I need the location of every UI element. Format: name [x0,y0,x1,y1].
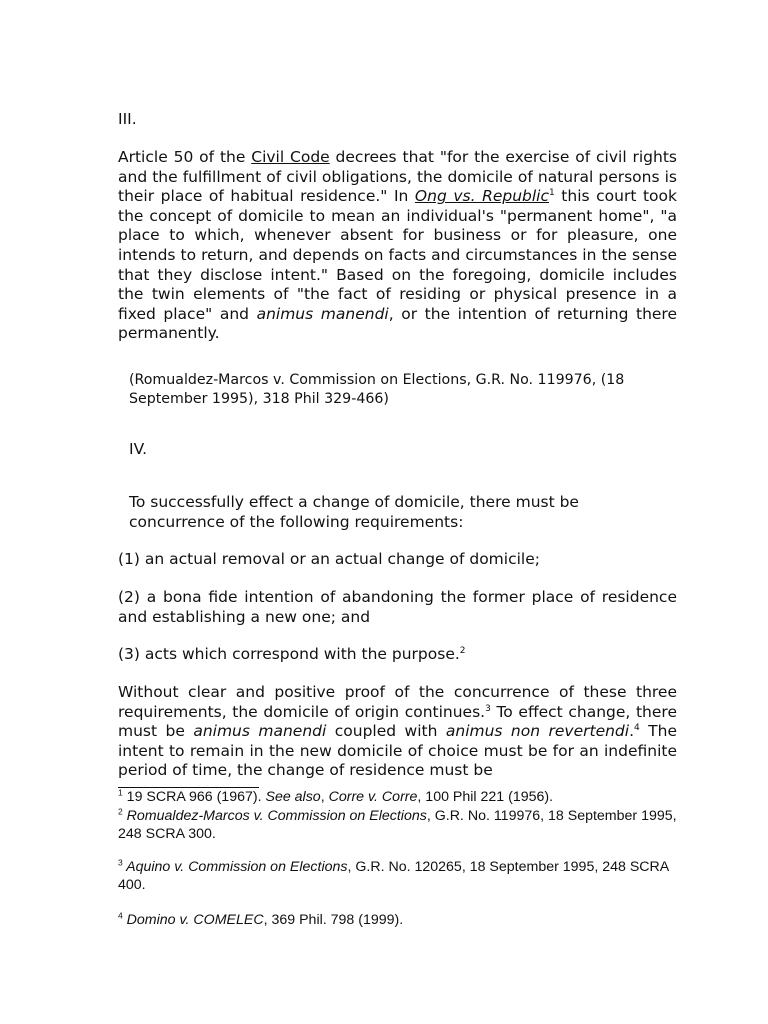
text-run: To effect change, there must be [118,702,677,741]
footnote-number: 3 [118,857,123,868]
text-run: , 100 Phil 221 (1956). [417,789,554,805]
text-run: , G.R. No. 120265, 18 September 1995, 248 SCRA [347,859,670,875]
ong-vs-republic-link[interactable]: Ong vs. Republic [414,187,550,206]
footnote-number: 1 [118,787,123,798]
civil-code-link[interactable]: Civil Code [251,148,330,166]
text-run: Without clear and positive proof of the concurrence of these three requirements, the domicile of origin continues. [118,683,677,721]
footnote-3 [118,859,677,894]
case-name: Aquino v. Commission on Elections [122,859,348,875]
footnote-4 [118,912,677,930]
text-run: . [629,722,635,741]
footnote-ref-1[interactable]: 1 [549,188,555,199]
text-run: Article 50 of the [118,148,246,166]
text-run: The intent to remain in the new domicile of choice must be for an indefinite period of time, the change of residence must be [118,722,678,780]
footnote-separator [118,787,259,788]
footnote-2 [118,808,677,843]
text-run: 400. [118,876,146,893]
footnote-number: 4 [118,910,123,921]
text-run: , 369 Phil. 798 (1999). [263,912,404,928]
latin-term: animus manendi [256,304,389,323]
requirement-3 [118,645,677,665]
case-name: Romualdez-Marcos v. Commission on Elections [122,808,427,824]
text-run: , [320,789,329,805]
case-name: Domino v. COMELEC [122,912,264,928]
footnote-ref-2[interactable]: 2 [459,645,466,656]
case-name: Corre v. Corre [328,789,418,805]
footnote-number: 2 [118,806,123,817]
requirement-1: (1) an actual removal or an actual change of domicile; [118,550,540,568]
footnote-1 [118,789,677,807]
section-heading-iii: III. [118,110,137,128]
latin-term: animus non revertendi [445,722,630,741]
footnote-ref-3[interactable]: 3 [485,703,491,714]
text-run: decrees that "for the exercise of civil rights and the fulfillment of civil obligations, the domicile of natural persons is their place of habitual residence." In [118,148,677,206]
text-run: this court took the concept of domicile to mean an individual's "permanent home", "a place to which, whenever absent for business or for pleasure, one intends to return, and depends on facts and circumstances in the sense that they disclose intent." Based on the foregoing, domicile includes the twin elements of "the fact of residing or physical presence in a fixed place" and [118,187,677,323]
section-heading-iv: IV. [129,440,148,458]
latin-term: animus manendi [193,722,327,741]
article-50-paragraph [118,148,677,344]
requirements-intro: To successfully effect a change of domicile, there must be concurrence of the following requirements: [129,493,579,531]
text-run: (3) acts which correspond with the purpose. [118,645,460,663]
domicile-change-paragraph [118,683,677,781]
citation-romualdez-marcos: (Romualdez-Marcos v. Commission on Elections, G.R. No. 119976, (18 September 1995), 318 Phil 329-466) [129,372,625,407]
see-also-signal: See also [265,789,321,805]
text-run: 19 SCRA 966 (1967). [122,789,266,805]
text-run: , or the intention of returning there permanently. [118,304,677,343]
requirement-2: (2) a bona fide intention of abandoning the former place of residence and establishing a new one; and [118,588,677,626]
footnote-ref-4[interactable]: 4 [634,723,640,734]
text-run: , G.R. No. 119976, 18 September 1995, 248 SCRA 300. [118,808,677,842]
text-run: coupled with [326,722,446,741]
